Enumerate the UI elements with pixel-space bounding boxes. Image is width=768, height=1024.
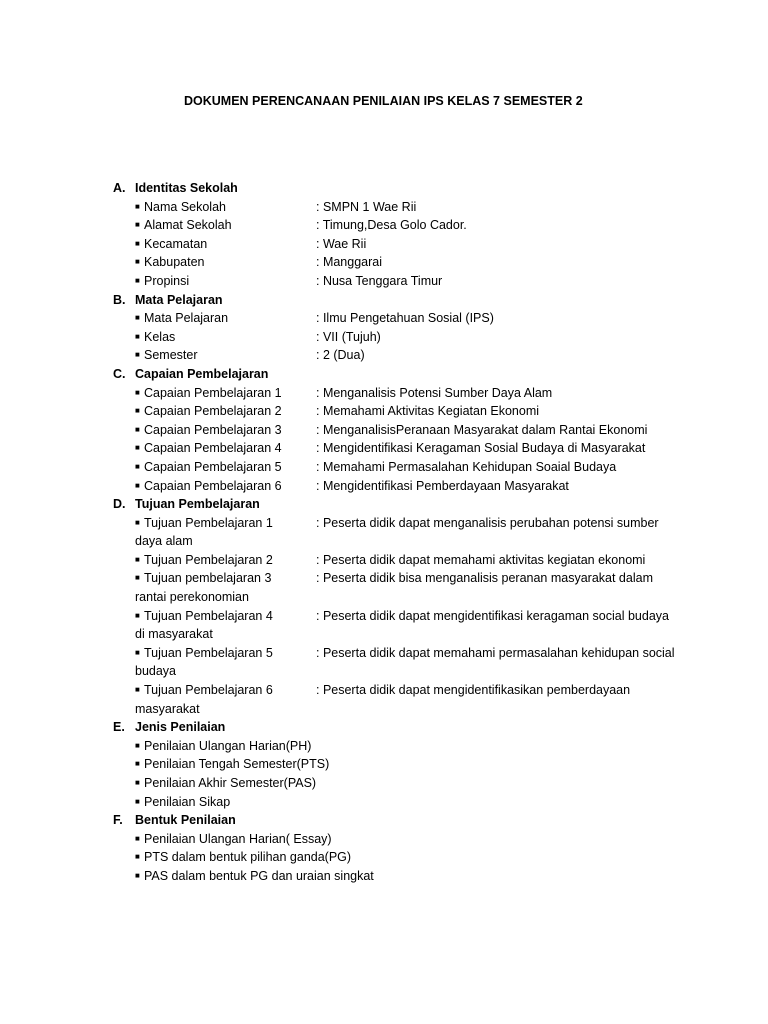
item-value: : Memahami Aktivitas Kegiatan Ekonomi <box>316 404 540 419</box>
list-item <box>113 216 733 235</box>
list-item-row <box>135 458 733 477</box>
item-value: : SMPN 1 Wae Rii <box>316 199 417 214</box>
list-item <box>113 439 733 458</box>
list-item <box>113 830 733 849</box>
section-title: Identitas Sekolah <box>135 181 238 195</box>
list-item <box>113 458 733 477</box>
list-item-row <box>135 346 733 365</box>
item-text: Penilaian Ulangan Harian(PH) <box>144 738 312 753</box>
item-value: : Ilmu Pengetahuan Sosial (IPS) <box>316 311 494 326</box>
bullet-icon: ■ <box>135 406 140 416</box>
bullet-icon: ■ <box>135 759 140 769</box>
item-value: : Manggarai <box>316 255 383 270</box>
section-letter: D. <box>113 497 126 512</box>
list-item <box>113 235 733 254</box>
item-value: : Wae Rii <box>316 236 367 251</box>
list-item <box>113 737 733 756</box>
bullet-icon: ■ <box>135 443 140 453</box>
bullet-icon: ■ <box>135 480 140 490</box>
list-item <box>113 569 733 588</box>
item-label: Kabupaten <box>144 255 205 270</box>
item-value: : Menganalisis Potensi Sumber Daya Alam <box>316 385 553 400</box>
item-value: : Mengidentifikasi Pemberdayaan Masyarakat <box>316 478 569 493</box>
list-item <box>113 681 733 700</box>
list-item <box>113 551 733 570</box>
list-item-row <box>135 253 733 272</box>
list-item-row <box>135 439 733 458</box>
list-item <box>113 755 733 774</box>
list-item-row <box>135 551 733 570</box>
item-label: Mata Pelajaran <box>144 311 229 326</box>
bullet-icon: ■ <box>135 257 140 267</box>
item-label: Tujuan Pembelajaran 4 <box>144 608 273 623</box>
section-heading <box>113 495 733 514</box>
bullet-icon: ■ <box>135 387 140 397</box>
item-value: : Timung,Desa Golo Cador. <box>316 218 467 233</box>
list-item-row <box>135 384 733 403</box>
item-label: Capaian Pembelajaran 1 <box>144 385 282 400</box>
item-text: Penilaian Akhir Semester(PAS) <box>144 776 317 790</box>
list-item <box>113 346 733 365</box>
list-item <box>113 644 733 663</box>
item-label: Capaian Pembelajaran 2 <box>144 404 282 419</box>
item-value: : MenganalisisPeranaan Masyarakat dalam Rantai Ekonomi <box>316 422 648 437</box>
bullet-icon: ■ <box>135 350 140 360</box>
list-item <box>113 848 733 867</box>
list-item <box>113 384 733 403</box>
item-label: Tujuan Pembelajaran 6 <box>144 683 273 698</box>
list-item-row <box>135 737 733 756</box>
bullet-icon: ■ <box>135 647 140 657</box>
item-text: Penilaian Tengah Semester(PTS) <box>144 757 330 772</box>
bullet-icon: ■ <box>135 275 140 285</box>
item-label: Tujuan pembelajaran 3 <box>144 571 272 586</box>
bullet-icon: ■ <box>135 573 140 583</box>
section-letter: C. <box>113 366 126 381</box>
list-item <box>113 867 733 886</box>
bullet-icon: ■ <box>135 852 140 862</box>
item-value-continuation: masyarakat <box>135 701 200 716</box>
section-letter: F. <box>113 813 123 828</box>
item-label: Nama Sekolah <box>144 199 226 214</box>
item-label: Tujuan Pembelajaran 1 <box>144 515 273 530</box>
list-item-row <box>135 421 733 440</box>
list-item-row <box>135 644 733 663</box>
item-value: : Peserta didik bisa menganalisis peranan masyarakat dalam <box>316 571 653 586</box>
section-letter: B. <box>113 292 126 307</box>
section-heading <box>113 291 733 310</box>
item-value-continuation: budaya <box>135 664 177 679</box>
list-item <box>113 607 733 626</box>
item-label: Tujuan Pembelajaran 2 <box>144 552 273 567</box>
list-item <box>113 402 733 421</box>
bullet-icon: ■ <box>135 685 140 695</box>
bullet-icon: ■ <box>135 833 140 843</box>
section-heading <box>113 365 733 384</box>
section-heading <box>113 811 733 830</box>
item-value-continuation: di masyarakat <box>135 627 213 642</box>
list-item-row <box>135 328 733 347</box>
section-title: Capaian Pembelajaran <box>135 366 269 381</box>
item-label: Capaian Pembelajaran 6 <box>144 478 282 493</box>
list-item <box>113 477 733 496</box>
document-title: DOKUMEN PERENCANAAN PENILAIAN IPS KELAS 7 SEMESTER 2 <box>184 94 583 108</box>
item-label: Alamat Sekolah <box>144 218 232 233</box>
list-item-row <box>135 755 733 774</box>
list-item <box>113 309 733 328</box>
section-letter: E. <box>113 720 125 735</box>
item-value: : Peserta didik dapat memahami permasalahan kehidupan social <box>316 645 675 660</box>
item-label: Capaian Pembelajaran 3 <box>144 422 282 437</box>
list-item-row <box>135 402 733 421</box>
item-text: PTS dalam bentuk pilihan ganda(PG) <box>144 850 352 865</box>
list-item-row <box>135 848 733 867</box>
list-item <box>113 421 733 440</box>
list-item-row <box>135 477 733 496</box>
item-label: Kelas <box>144 329 176 344</box>
item-text: Penilaian Sikap <box>144 794 231 809</box>
bullet-icon: ■ <box>135 461 140 471</box>
bullet-icon: ■ <box>135 313 140 323</box>
list-item-row <box>135 830 733 849</box>
item-label: Tujuan Pembelajaran 5 <box>144 645 273 660</box>
list-item-row <box>135 774 733 793</box>
list-item-row <box>135 235 733 254</box>
list-item <box>113 198 733 217</box>
bullet-icon: ■ <box>135 740 140 750</box>
item-text: PAS dalam bentuk PG dan uraian singkat <box>144 868 374 883</box>
item-value-continuation: daya alam <box>135 534 193 549</box>
item-value: : Peserta didik dapat memahami aktivitas kegiatan ekonomi <box>316 552 646 567</box>
item-value: : Nusa Tenggara Timur <box>316 273 443 288</box>
list-item <box>113 253 733 272</box>
list-item <box>113 272 733 291</box>
item-label: Capaian Pembelajaran 5 <box>144 459 282 474</box>
item-value: : Peserta didik dapat mengidentifikasikan pemberdayaan <box>316 683 631 698</box>
list-item <box>113 793 733 812</box>
section-title: Bentuk Penilaian <box>135 813 236 828</box>
document-body <box>113 179 733 886</box>
section-heading <box>113 179 733 198</box>
list-item-row <box>135 272 733 291</box>
section-heading <box>113 718 733 737</box>
section-letter: A. <box>113 181 126 195</box>
list-item-row <box>135 309 733 328</box>
list-item-row <box>135 793 733 812</box>
bullet-icon: ■ <box>135 331 140 341</box>
bullet-icon: ■ <box>135 796 140 806</box>
item-value: : VII (Tujuh) <box>316 329 381 344</box>
bullet-icon: ■ <box>135 870 140 880</box>
bullet-icon: ■ <box>135 554 140 564</box>
list-item-row <box>135 569 733 588</box>
section-title: Jenis Penilaian <box>135 720 226 735</box>
bullet-icon: ■ <box>135 220 140 230</box>
list-item-row <box>135 198 733 217</box>
list-item-row <box>135 607 733 626</box>
bullet-icon: ■ <box>135 238 140 248</box>
bullet-icon: ■ <box>135 201 140 211</box>
item-value: : Peserta didik dapat menganalisis perubahan potensi sumber <box>316 515 659 530</box>
bullet-icon: ■ <box>135 424 140 434</box>
bullet-icon: ■ <box>135 517 140 527</box>
list-item-row <box>135 514 733 533</box>
section-title: Tujuan Pembelajaran <box>135 497 260 512</box>
item-value: : Mengidentifikasi Keragaman Sosial Budaya di Masyarakat <box>316 441 646 456</box>
bullet-icon: ■ <box>135 610 140 620</box>
item-label: Kecamatan <box>144 236 208 251</box>
list-item-row <box>135 681 733 700</box>
list-item <box>113 514 733 533</box>
bullet-icon: ■ <box>135 778 140 787</box>
list-item <box>113 328 733 347</box>
item-label: Semester <box>144 348 198 363</box>
item-value: : 2 (Dua) <box>316 348 365 363</box>
section-title: Mata Pelajaran <box>135 292 223 307</box>
list-item <box>113 774 733 793</box>
item-value: : Memahami Permasalahan Kehidupan Soaial Budaya <box>316 459 617 474</box>
list-item-row <box>135 216 733 235</box>
item-text: Penilaian Ulangan Harian( Essay) <box>144 831 332 846</box>
item-value: : Peserta didik dapat mengidentifikasi keragaman social budaya <box>316 608 669 623</box>
list-item-row <box>135 867 733 886</box>
item-label: Propinsi <box>144 273 190 288</box>
item-value-continuation: rantai perekonomian <box>135 590 249 605</box>
item-label: Capaian Pembelajaran 4 <box>144 441 282 456</box>
